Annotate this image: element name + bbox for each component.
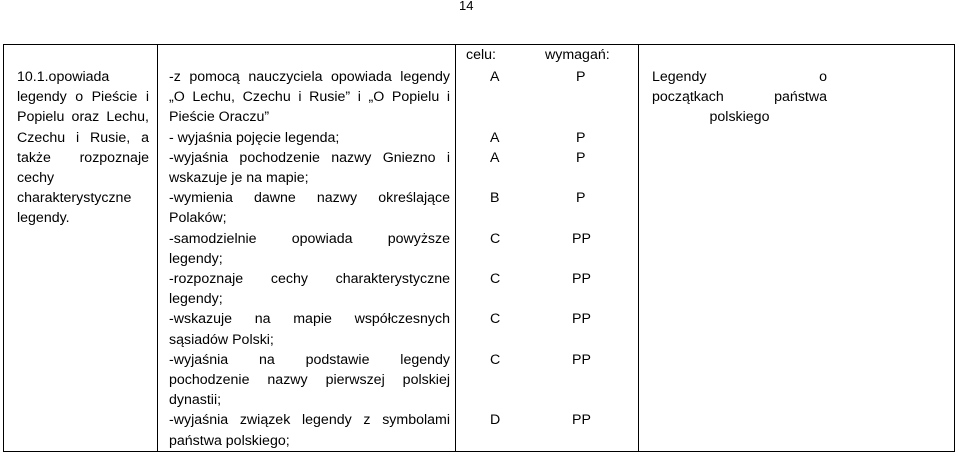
topic-text: [4, 45, 157, 229]
requirement-line: -wyjaśnia związek legendy z symbolami: [169, 412, 450, 429]
requirement-item: [169, 269, 450, 309]
notes-line: Legendy o: [652, 69, 827, 85]
level-row: [456, 309, 638, 349]
requirement-line: legendy;: [169, 250, 223, 267]
requirement-line: legendy;: [169, 291, 223, 308]
level-row: [456, 410, 638, 450]
goal-level: A: [490, 149, 500, 166]
level-row: [456, 269, 638, 309]
header-wymagan: wymagań:: [545, 47, 610, 63]
requirement-level: PP: [572, 351, 591, 368]
goal-level: A: [490, 69, 500, 85]
requirement-line: -wymienia dawne nazwy określające: [169, 190, 450, 207]
level-row: [456, 148, 638, 188]
notes-line: polskiego: [709, 109, 770, 126]
requirement-line: -z pomocą nauczyciela opowiada legendy: [169, 69, 450, 85]
notes-text: [639, 45, 833, 128]
notes-cell: [639, 45, 955, 452]
requirement-line: -wyjaśnia na podstawie legendy: [169, 351, 450, 368]
requirement-item: [169, 148, 450, 188]
goal-level: C: [490, 351, 501, 368]
topic-line: legendy o Pieście i: [17, 89, 149, 106]
goal-level: A: [490, 129, 500, 146]
levels-list: [456, 65, 638, 451]
requirement-level: PP: [572, 230, 591, 247]
goal-level: C: [490, 230, 501, 247]
requirement-level: PP: [572, 412, 591, 429]
page-number: 14: [459, 0, 474, 13]
requirement-line: „O Lechu, Czechu i Rusie” i „O Popielu i: [169, 89, 450, 106]
requirement-line: państwa polskiego;: [169, 432, 290, 449]
goal-level: B: [490, 190, 500, 207]
requirement-line: -wyjaśnia pochodzenie nazwy Gniezno i: [169, 149, 450, 166]
requirement-line: -samodzielnie opowiada powyższe: [169, 230, 450, 247]
requirement-level: P: [576, 149, 586, 166]
level-row: [456, 350, 638, 411]
topic-line: 10.1.opowiada: [17, 69, 110, 85]
requirement-item: [169, 229, 450, 269]
requirement-item: [169, 350, 450, 411]
requirement-item: [169, 67, 450, 128]
level-row: [456, 67, 638, 128]
requirement-item: [169, 309, 450, 349]
requirement-item: [169, 188, 450, 228]
level-row: [456, 229, 638, 269]
goal-level: C: [490, 311, 501, 328]
level-row: [456, 188, 638, 228]
requirement-line: Pieście Oraczu”: [169, 109, 270, 126]
requirement-line: pochodzenie nazwy pierwszej polskiej: [169, 372, 450, 389]
levels-header: [456, 45, 638, 65]
topic-line: cechy: [17, 170, 55, 187]
topic-line: legendy.: [17, 210, 70, 227]
levels-cell: [456, 45, 639, 452]
topic-line: także rozpoznaje: [17, 149, 149, 166]
requirement-line: dynastii;: [169, 392, 222, 409]
requirement-level: P: [576, 69, 586, 85]
goal-level: D: [490, 412, 501, 429]
requirement-level: PP: [572, 311, 591, 328]
requirement-line: Polaków;: [169, 210, 227, 227]
topic-line: Czechu i Rusie, a: [17, 129, 149, 146]
requirement-level: P: [576, 190, 586, 207]
requirement-line: -rozpoznaje cechy charakterystyczne: [169, 271, 450, 288]
requirements-list: [158, 45, 455, 451]
requirement-line: wskazuje je na mapie;: [169, 170, 309, 187]
requirement-item: [169, 410, 450, 450]
requirement-level: PP: [572, 270, 591, 287]
goal-level: C: [490, 270, 501, 287]
level-row: [456, 128, 638, 148]
notes-line: początkach państwa: [652, 89, 827, 106]
requirement-line: -wskazuje na mapie współczesnych: [169, 311, 450, 328]
requirement-line: - wyjaśnia pojęcie legenda;: [169, 129, 340, 146]
header-celu: celu:: [466, 47, 496, 63]
requirements-cell: [158, 45, 456, 452]
requirement-item: [169, 128, 450, 148]
requirement-line: sąsiadów Polski;: [169, 331, 274, 348]
curriculum-table: [3, 44, 955, 452]
topic-line: charakterystyczne: [17, 190, 132, 207]
topic-cell: [4, 45, 158, 452]
requirement-level: P: [576, 129, 586, 146]
topic-line: Popielu oraz Lechu,: [17, 109, 149, 126]
